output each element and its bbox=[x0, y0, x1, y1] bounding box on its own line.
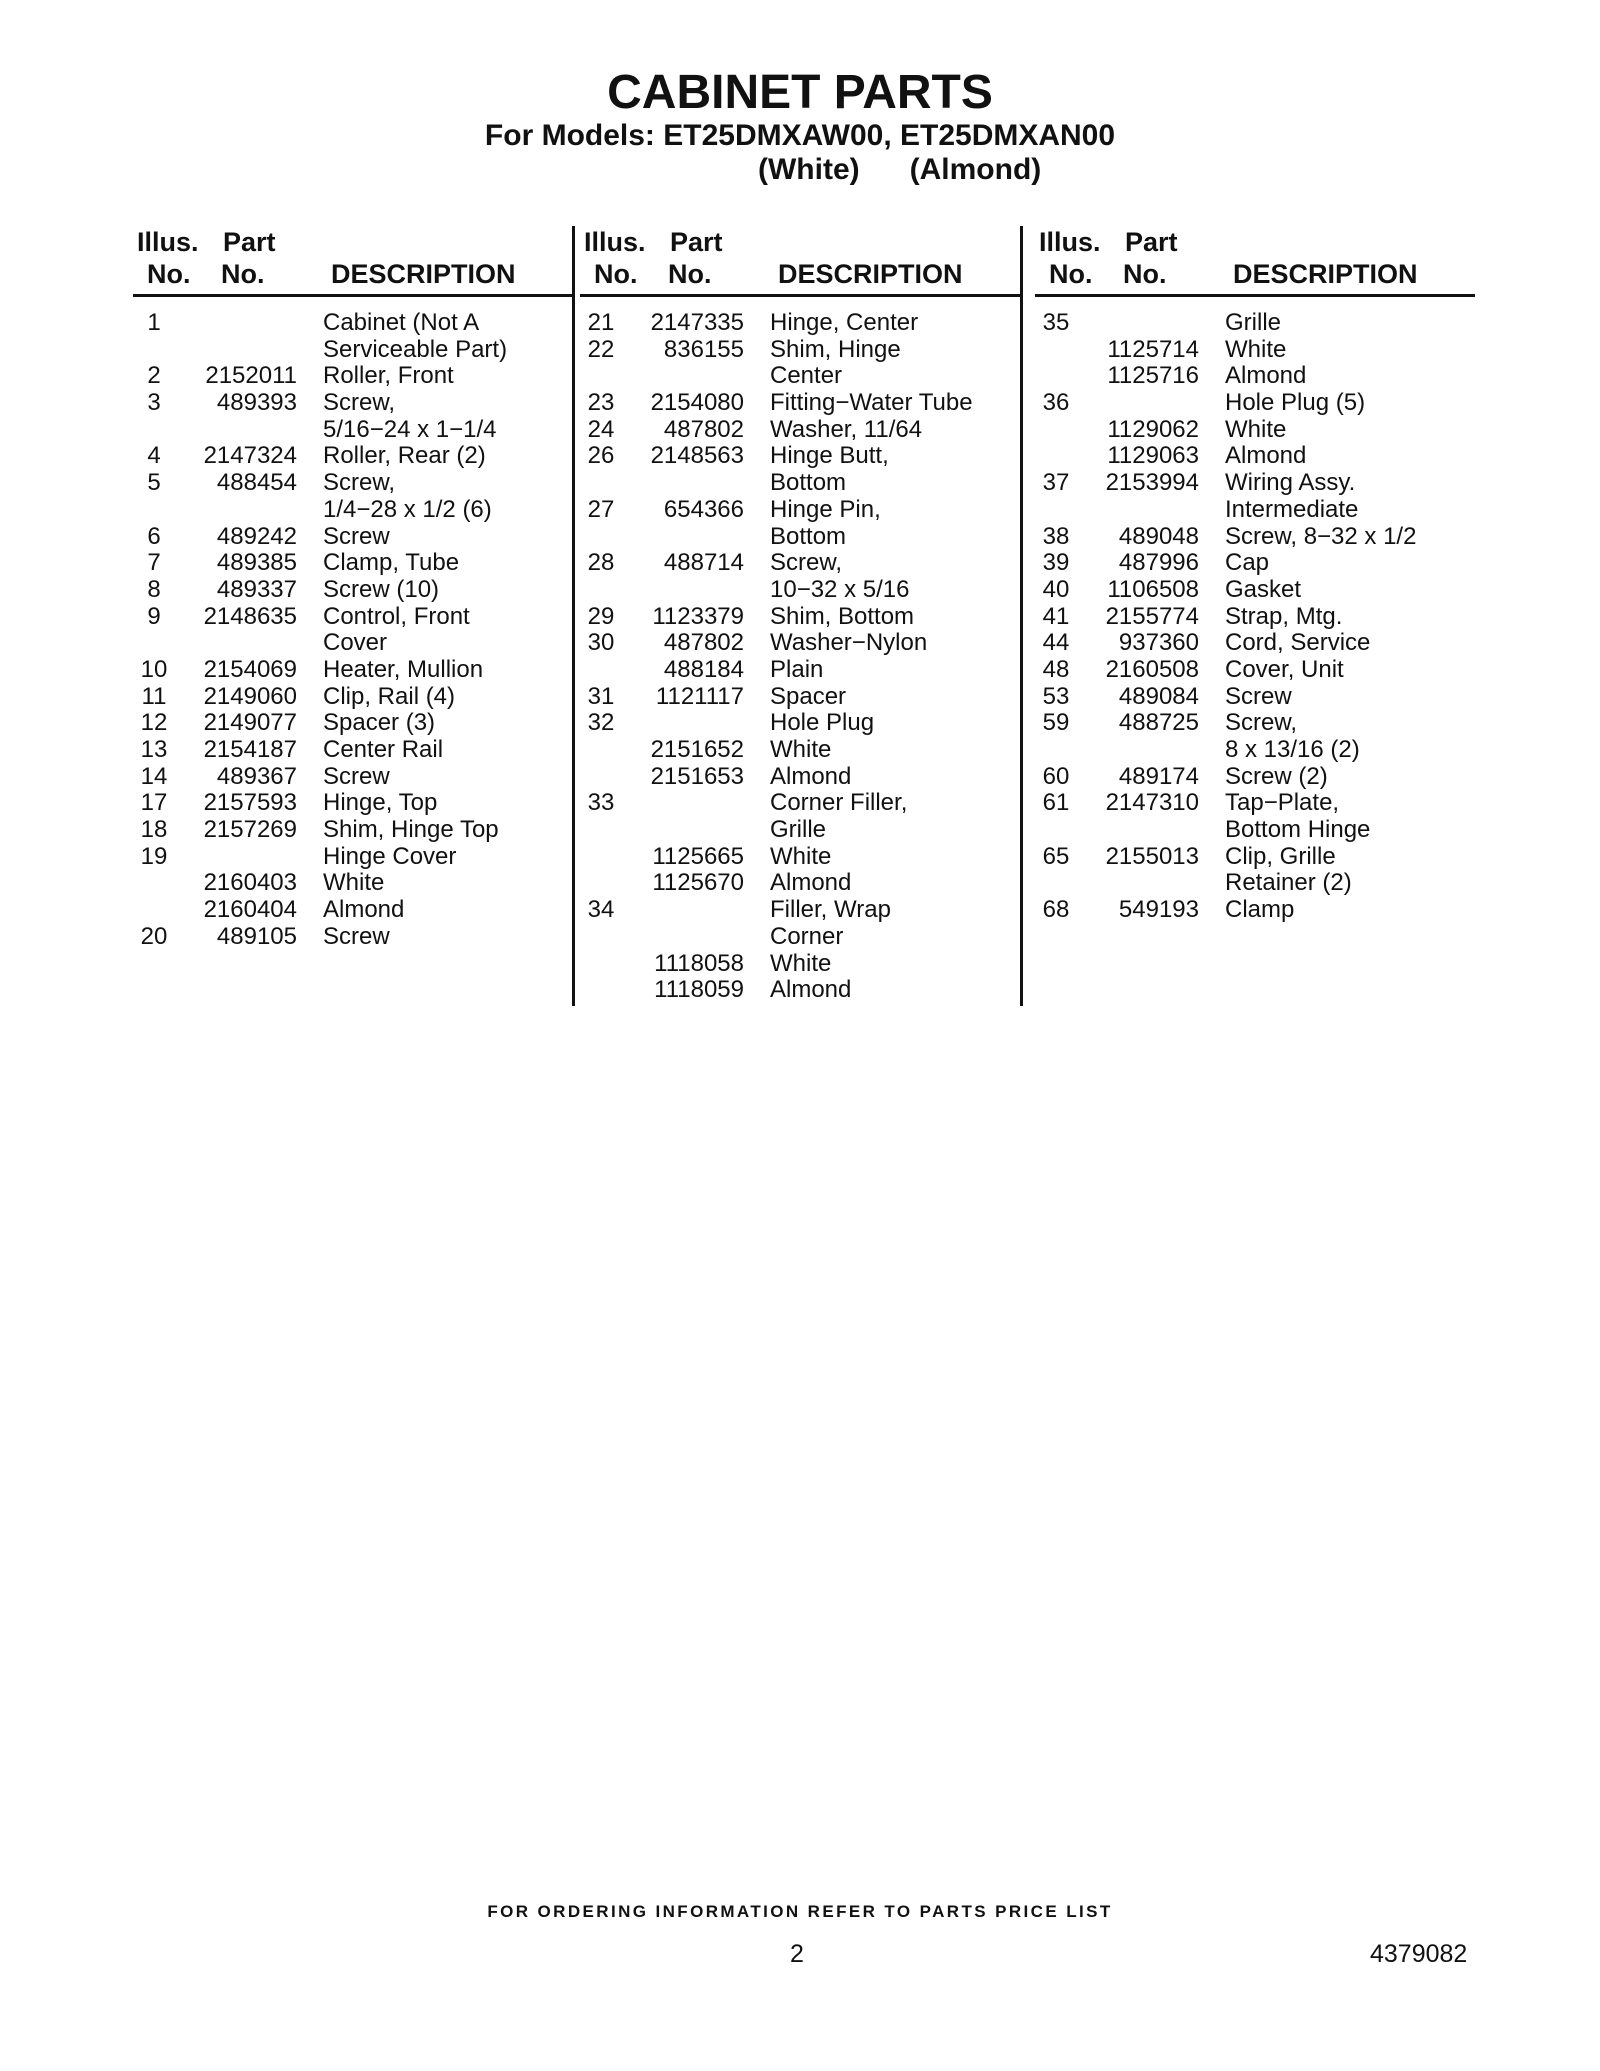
illus-number: 61 bbox=[1042, 789, 1070, 817]
part-number: 2153994 bbox=[1105, 469, 1199, 497]
part-description: Cord, Service bbox=[1225, 629, 1371, 657]
illus-number: 2 bbox=[147, 362, 161, 390]
part-description: Wiring Assy. bbox=[1225, 469, 1356, 497]
illus-number: 30 bbox=[587, 629, 615, 657]
illus-number: 41 bbox=[1042, 602, 1070, 630]
part-description: Screw, bbox=[770, 549, 843, 577]
part-number: 1121117 bbox=[655, 682, 744, 710]
illus-number: 33 bbox=[587, 789, 615, 817]
part-description: Clip, Rail (4) bbox=[323, 682, 456, 710]
parts-column-3 bbox=[1035, 226, 1475, 1006]
parts-row bbox=[133, 684, 573, 711]
part-description: 10−32 x 5/16 bbox=[770, 575, 910, 603]
parts-row bbox=[580, 497, 1020, 524]
ordering-footer: FOR ORDERING INFORMATION REFER TO PARTS PRICE LIST bbox=[487, 1902, 1113, 1921]
parts-row bbox=[580, 577, 1020, 604]
part-number: 1118058 bbox=[654, 949, 744, 977]
illus-number: 13 bbox=[140, 736, 168, 763]
part-description: Cover bbox=[323, 629, 388, 657]
description-header: DESCRIPTION bbox=[1233, 259, 1418, 289]
illus-number: 17 bbox=[140, 789, 168, 817]
part-description: Screw (2) bbox=[1225, 762, 1328, 790]
part-description: Corner bbox=[770, 922, 844, 950]
parts-row bbox=[1035, 524, 1475, 551]
parts-row bbox=[580, 363, 1020, 390]
parts-row bbox=[133, 470, 573, 497]
illus-header-line2: No. bbox=[147, 259, 191, 289]
part-number: 488454 bbox=[216, 469, 297, 497]
part-number: 654366 bbox=[663, 495, 744, 523]
illus-number: 9 bbox=[147, 602, 161, 630]
description-header: DESCRIPTION bbox=[778, 259, 963, 289]
part-description: Almond bbox=[770, 869, 852, 897]
illus-number: 4 bbox=[147, 442, 161, 470]
parts-row bbox=[133, 870, 573, 897]
part-number: 2154187 bbox=[203, 736, 297, 763]
parts-row bbox=[580, 310, 1020, 337]
part-description: White bbox=[770, 842, 832, 870]
part-description: Almond bbox=[323, 896, 405, 924]
part-description: Screw, bbox=[323, 389, 396, 417]
part-description: Grille bbox=[1225, 309, 1282, 336]
illus-number: 31 bbox=[587, 682, 615, 710]
illus-number: 35 bbox=[1042, 309, 1070, 336]
part-header-line1: Part bbox=[223, 227, 276, 257]
part-description: Almond bbox=[1225, 362, 1307, 390]
part-number: 2148635 bbox=[203, 602, 297, 630]
parts-row bbox=[580, 550, 1020, 577]
parts-row bbox=[1035, 870, 1475, 897]
parts-row bbox=[580, 470, 1020, 497]
parts-row bbox=[580, 684, 1020, 711]
part-number: 937360 bbox=[1118, 629, 1199, 657]
column-header bbox=[1035, 226, 1475, 297]
illus-number: 39 bbox=[1042, 549, 1070, 577]
part-description: Bottom Hinge bbox=[1225, 816, 1371, 844]
illus-number: 38 bbox=[1042, 522, 1070, 550]
part-description: Clip, Grille bbox=[1225, 842, 1336, 870]
parts-row bbox=[133, 443, 573, 470]
parts-row bbox=[1035, 630, 1475, 657]
part-description: Screw bbox=[323, 762, 390, 790]
part-number: 1118059 bbox=[654, 976, 744, 1004]
parts-row bbox=[580, 844, 1020, 871]
parts-row bbox=[1035, 310, 1475, 337]
parts-row bbox=[133, 790, 573, 817]
part-description: Hinge Pin, bbox=[770, 495, 881, 523]
part-number: 2152011 bbox=[205, 362, 297, 390]
part-number: 489084 bbox=[1118, 682, 1199, 710]
part-number: 488725 bbox=[1118, 709, 1199, 737]
part-description: Tap−Plate, bbox=[1225, 789, 1340, 817]
part-description: Roller, Front bbox=[323, 362, 454, 390]
parts-row bbox=[580, 390, 1020, 417]
part-number: 489174 bbox=[1118, 762, 1199, 790]
parts-row bbox=[1035, 790, 1475, 817]
part-description: Spacer bbox=[770, 682, 847, 710]
parts-row bbox=[1035, 497, 1475, 524]
part-description: Screw, 8−32 x 1/2 bbox=[1225, 522, 1417, 550]
illus-header-line2: No. bbox=[594, 259, 638, 289]
part-description: Fitting−Water Tube bbox=[770, 389, 973, 417]
column-divider bbox=[1020, 226, 1023, 1006]
part-number: 1129062 bbox=[1107, 415, 1199, 443]
parts-row bbox=[133, 764, 573, 791]
part-description: Almond bbox=[770, 976, 852, 1004]
part-description: Cover, Unit bbox=[1225, 655, 1344, 683]
part-description: Washer−Nylon bbox=[770, 629, 928, 657]
parts-row bbox=[580, 630, 1020, 657]
illus-number: 14 bbox=[140, 762, 168, 790]
parts-row bbox=[133, 390, 573, 417]
part-description: Roller, Rear (2) bbox=[323, 442, 486, 470]
illus-number: 34 bbox=[587, 896, 615, 924]
parts-row bbox=[580, 417, 1020, 444]
parts-row bbox=[580, 977, 1020, 1004]
parts-row bbox=[133, 577, 573, 604]
part-description: Serviceable Part) bbox=[323, 335, 508, 363]
part-description: Intermediate bbox=[1225, 495, 1359, 523]
parts-row bbox=[580, 924, 1020, 951]
part-number: 487802 bbox=[663, 629, 744, 657]
part-description: Filler, Wrap bbox=[770, 896, 891, 924]
part-description: Screw bbox=[1225, 682, 1292, 710]
part-description: Screw bbox=[323, 922, 390, 950]
illus-header-line1: Illus. bbox=[584, 227, 646, 257]
parts-row bbox=[1035, 710, 1475, 737]
illus-number: 12 bbox=[140, 709, 168, 737]
parts-row bbox=[580, 737, 1020, 764]
part-number: 489242 bbox=[216, 522, 297, 550]
parts-row bbox=[1035, 684, 1475, 711]
illus-number: 21 bbox=[587, 309, 615, 336]
part-description: 8 x 13/16 (2) bbox=[1225, 736, 1360, 763]
part-number: 2147335 bbox=[650, 309, 744, 336]
part-number: 1125716 bbox=[1107, 362, 1199, 390]
part-description: Corner Filler, bbox=[770, 789, 908, 817]
parts-row bbox=[133, 630, 573, 657]
parts-row bbox=[580, 951, 1020, 978]
part-number: 2148563 bbox=[650, 442, 744, 470]
part-number: 488714 bbox=[663, 549, 744, 577]
part-number: 489048 bbox=[1118, 522, 1199, 550]
part-header-line1: Part bbox=[1125, 227, 1178, 257]
parts-row bbox=[133, 844, 573, 871]
part-number: 2151653 bbox=[650, 762, 744, 790]
part-description: Heater, Mullion bbox=[323, 655, 484, 683]
part-description: Center bbox=[770, 362, 843, 390]
part-description: Hinge, Top bbox=[323, 789, 438, 817]
part-number: 2154069 bbox=[203, 655, 297, 683]
parts-row bbox=[580, 790, 1020, 817]
parts-row bbox=[1035, 764, 1475, 791]
illus-number: 48 bbox=[1042, 655, 1070, 683]
part-number: 2157269 bbox=[203, 816, 297, 844]
illus-number: 59 bbox=[1042, 709, 1070, 737]
part-description: Hole Plug bbox=[770, 709, 875, 737]
part-description: Shim, Hinge bbox=[770, 335, 901, 363]
part-header-line2: No. bbox=[668, 259, 712, 289]
illus-number: 68 bbox=[1042, 896, 1070, 924]
illus-number: 1 bbox=[147, 309, 161, 336]
illus-number: 36 bbox=[1042, 389, 1070, 417]
parts-row bbox=[1035, 337, 1475, 364]
part-number: 2154080 bbox=[650, 389, 744, 417]
part-description: Screw bbox=[323, 522, 390, 550]
part-description: White bbox=[323, 869, 385, 897]
illus-number: 29 bbox=[587, 602, 615, 630]
part-number: 2160508 bbox=[1105, 655, 1199, 683]
illus-number: 26 bbox=[587, 442, 615, 470]
document-number: 4379082 bbox=[1370, 1940, 1468, 1968]
part-description: Almond bbox=[770, 762, 852, 790]
part-number: 2160403 bbox=[203, 869, 297, 897]
part-description: White bbox=[770, 736, 832, 763]
parts-row bbox=[580, 443, 1020, 470]
part-description: Retainer (2) bbox=[1225, 869, 1352, 897]
part-description: Grille bbox=[770, 816, 827, 844]
parts-row bbox=[580, 604, 1020, 631]
part-number: 2147310 bbox=[1105, 789, 1199, 817]
parts-row bbox=[133, 657, 573, 684]
part-description: Control, Front bbox=[323, 602, 470, 630]
part-number: 2151652 bbox=[650, 736, 744, 763]
parts-row bbox=[580, 337, 1020, 364]
parts-row bbox=[133, 604, 573, 631]
parts-list bbox=[580, 310, 1020, 1004]
part-description: Hinge, Center bbox=[770, 309, 919, 336]
column-divider bbox=[572, 226, 575, 1006]
parts-row bbox=[580, 710, 1020, 737]
illus-number: 27 bbox=[587, 495, 615, 523]
page-number: 2 bbox=[790, 1940, 804, 1968]
part-description: Shim, Bottom bbox=[770, 602, 915, 630]
illus-number: 53 bbox=[1042, 682, 1070, 710]
part-description: Almond bbox=[1225, 442, 1307, 470]
part-number: 489105 bbox=[216, 922, 297, 950]
part-number: 2157593 bbox=[203, 789, 297, 817]
illus-header-line2: No. bbox=[1049, 259, 1093, 289]
part-number: 2155013 bbox=[1105, 842, 1199, 870]
parts-row bbox=[1035, 577, 1475, 604]
illus-number: 32 bbox=[587, 709, 615, 737]
part-number: 489393 bbox=[216, 389, 297, 417]
parts-row bbox=[1035, 363, 1475, 390]
parts-row bbox=[133, 337, 573, 364]
part-number: 489337 bbox=[216, 575, 297, 603]
part-number: 487802 bbox=[663, 415, 744, 443]
part-description: Spacer (3) bbox=[323, 709, 436, 737]
part-number: 2149077 bbox=[203, 709, 297, 737]
part-description: Hole Plug (5) bbox=[1225, 389, 1366, 417]
parts-row bbox=[1035, 844, 1475, 871]
part-description: Screw, bbox=[323, 469, 396, 497]
part-number: 549193 bbox=[1118, 896, 1199, 924]
part-number: 489385 bbox=[216, 549, 297, 577]
parts-row bbox=[133, 897, 573, 924]
part-number: 488184 bbox=[663, 655, 744, 683]
parts-list bbox=[133, 310, 573, 951]
parts-row bbox=[1035, 817, 1475, 844]
illus-number: 44 bbox=[1042, 629, 1070, 657]
part-description: Plain bbox=[770, 655, 824, 683]
part-number: 1129063 bbox=[1107, 442, 1199, 470]
illus-number: 22 bbox=[587, 335, 615, 363]
parts-row bbox=[580, 657, 1020, 684]
illus-number: 60 bbox=[1042, 762, 1070, 790]
illus-number: 23 bbox=[587, 389, 615, 417]
illus-number: 19 bbox=[140, 842, 168, 870]
parts-row bbox=[1035, 417, 1475, 444]
part-description: Washer, 11/64 bbox=[770, 415, 923, 443]
parts-row bbox=[580, 764, 1020, 791]
parts-row bbox=[1035, 443, 1475, 470]
part-number: 2155774 bbox=[1105, 602, 1199, 630]
part-number: 836155 bbox=[663, 335, 744, 363]
part-description: Clamp bbox=[1225, 896, 1295, 924]
part-description: Screw (10) bbox=[323, 575, 440, 603]
part-header-line1: Part bbox=[670, 227, 723, 257]
part-description: Screw, bbox=[1225, 709, 1298, 737]
illus-number: 6 bbox=[147, 522, 161, 550]
part-description: Cabinet (Not A bbox=[323, 309, 480, 336]
part-description: Gasket bbox=[1225, 575, 1302, 603]
parts-row bbox=[1035, 737, 1475, 764]
part-number: 2147324 bbox=[203, 442, 297, 470]
part-description: 5/16−24 x 1−1/4 bbox=[323, 415, 497, 443]
parts-row bbox=[133, 924, 573, 951]
illus-header-line1: Illus. bbox=[137, 227, 199, 257]
parts-row bbox=[1035, 470, 1475, 497]
part-description: Shim, Hinge Top bbox=[323, 816, 499, 844]
part-number: 1125665 bbox=[652, 842, 744, 870]
parts-row bbox=[580, 870, 1020, 897]
illus-number: 11 bbox=[141, 682, 167, 710]
illus-number: 7 bbox=[147, 549, 161, 577]
parts-column-1 bbox=[133, 226, 573, 1006]
part-description: Center Rail bbox=[323, 736, 444, 763]
column-header bbox=[580, 226, 1020, 297]
illus-number: 8 bbox=[147, 575, 161, 603]
parts-column-2 bbox=[580, 226, 1020, 1006]
page-title: CABINET PARTS bbox=[607, 66, 993, 119]
parts-row bbox=[1035, 550, 1475, 577]
part-description: Hinge Butt, bbox=[770, 442, 889, 470]
part-description: Hinge Cover bbox=[323, 842, 457, 870]
part-number: 2160404 bbox=[203, 896, 297, 924]
part-description: White bbox=[1225, 415, 1287, 443]
model-colors: (White) (Almond) bbox=[758, 153, 1042, 186]
illus-number: 10 bbox=[140, 655, 168, 683]
part-description: Bottom bbox=[770, 522, 847, 550]
parts-row bbox=[1035, 390, 1475, 417]
illus-number: 65 bbox=[1042, 842, 1070, 870]
part-description: Cap bbox=[1225, 549, 1270, 577]
parts-row bbox=[580, 897, 1020, 924]
parts-row bbox=[1035, 657, 1475, 684]
parts-row bbox=[580, 524, 1020, 551]
parts-row bbox=[133, 817, 573, 844]
parts-row bbox=[133, 363, 573, 390]
parts-row bbox=[1035, 897, 1475, 924]
illus-number: 20 bbox=[140, 922, 168, 950]
part-description: Bottom bbox=[770, 469, 847, 497]
parts-row bbox=[133, 524, 573, 551]
description-header: DESCRIPTION bbox=[331, 259, 516, 289]
illus-number: 40 bbox=[1042, 575, 1070, 603]
part-number: 1106508 bbox=[1107, 575, 1199, 603]
part-description: 1/4−28 x 1/2 (6) bbox=[323, 495, 492, 523]
illus-number: 18 bbox=[140, 816, 168, 844]
parts-row bbox=[133, 497, 573, 524]
part-number: 1125670 bbox=[652, 869, 744, 897]
illus-number: 28 bbox=[587, 549, 615, 577]
part-description: Strap, Mtg. bbox=[1225, 602, 1343, 630]
parts-row bbox=[133, 737, 573, 764]
illus-number: 5 bbox=[147, 469, 161, 497]
parts-row bbox=[133, 417, 573, 444]
part-number: 487996 bbox=[1118, 549, 1199, 577]
parts-row bbox=[580, 817, 1020, 844]
models-subtitle: For Models: ET25DMXAW00, ET25DMXAN00 bbox=[484, 119, 1116, 152]
part-number: 2149060 bbox=[203, 682, 297, 710]
part-number: 1125714 bbox=[1107, 335, 1199, 363]
illus-header-line1: Illus. bbox=[1039, 227, 1101, 257]
illus-number: 37 bbox=[1042, 469, 1070, 497]
parts-row bbox=[1035, 604, 1475, 631]
parts-row bbox=[133, 310, 573, 337]
part-description: White bbox=[1225, 335, 1287, 363]
part-description: White bbox=[770, 949, 832, 977]
illus-number: 3 bbox=[147, 389, 161, 417]
part-number: 1123379 bbox=[652, 602, 744, 630]
part-header-line2: No. bbox=[1123, 259, 1167, 289]
illus-number: 24 bbox=[587, 415, 615, 443]
part-header-line2: No. bbox=[221, 259, 265, 289]
parts-row bbox=[133, 550, 573, 577]
parts-list bbox=[1035, 310, 1475, 924]
column-header bbox=[133, 226, 573, 297]
part-number: 489367 bbox=[216, 762, 297, 790]
parts-row bbox=[133, 710, 573, 737]
part-description: Clamp, Tube bbox=[323, 549, 460, 577]
